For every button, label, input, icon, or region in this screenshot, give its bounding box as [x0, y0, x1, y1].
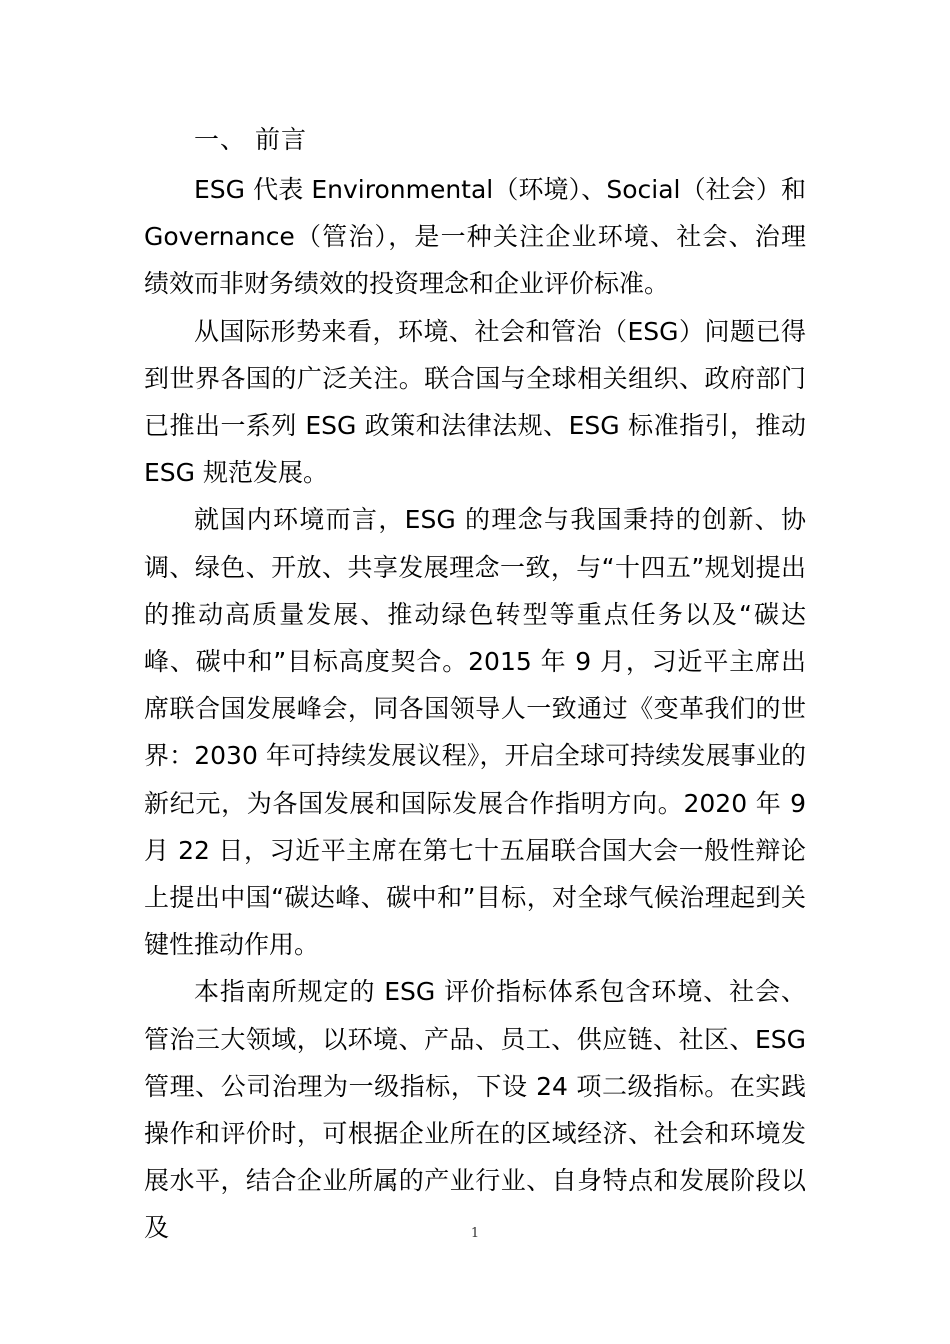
- body-text: [144, 166, 806, 1252]
- paragraph-international-situation: 从国际形势来看，环境、社会和管治（ESG）问题已得到世界各国的广泛关注。联合国与全球相关组织、政府部门已推出一系列 ESG 政策和法律法规、ESG 标准指引，推动 ESG 规范发展。: [144, 316, 806, 488]
- paragraph-esg-definition: ESG 代表 Environmental（环境）、Social（社会）和 Governance（管治），是一种关注企业环境、社会、治理绩效而非财务绩效的投资理念和企业评价标准。: [144, 175, 806, 299]
- paragraph-guideline-scope: 本指南所规定的 ESG 评价指标体系包含环境、社会、管治三大领域，以环境、产品、员工、供应链、社区、ESG 管理、公司治理为一级指标，下设 24 项二级指标。在实践操作和评价时，可根据企业所在的区域经济、社会和环境发展水平，结合企业所属的产业行业、自身特点和发展阶段以及: [144, 977, 806, 1243]
- page-number: 1: [470, 1226, 480, 1241]
- section-heading: 一、 前言: [194, 125, 307, 154]
- paragraph-domestic-environment: 就国内环境而言，ESG 的理念与我国秉持的创新、协调、绿色、开放、共享发展理念一致，与“十四五”规划提出的推动高质量发展、推动绿色转型等重点任务以及“碳达峰、碳中和”目标高度契合。2015 年 9 月，习近平主席出席联合国发展峰会，同各国领导人一致通过《变革我们的世界：2030 年可持续发展议程》，开启全球可持续发展事业的新纪元，为各国发展和国际发展合作指明方向。2020 年 9 月 22 日，习近平主席在第七十五届联合国大会一般性辩论上提出中国“碳达峰、碳中和”目标，对全球气候治理起到关键性推动作用。: [144, 505, 806, 960]
